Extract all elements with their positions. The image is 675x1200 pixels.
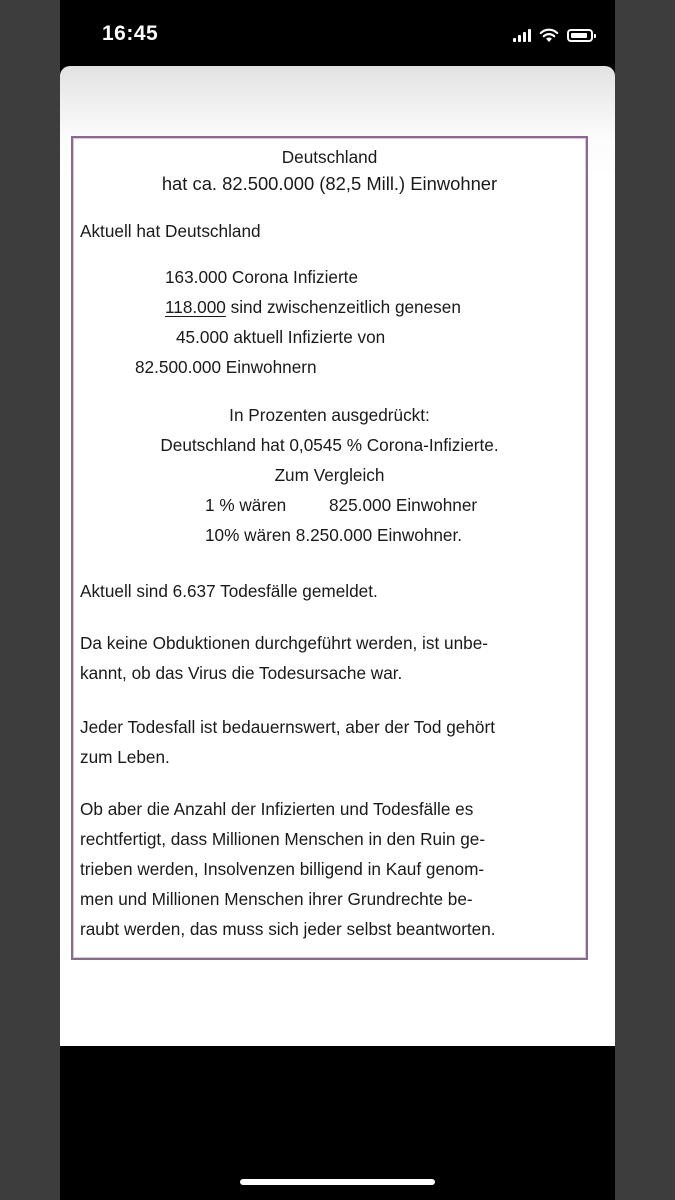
para3-line-2: rechtfertigt, dass Millionen Menschen in den Ruin ge- xyxy=(80,829,486,849)
wifi-icon xyxy=(539,28,559,43)
doc-title: Deutschland xyxy=(281,147,378,167)
stat-population: 82.500.000 Einwohnern xyxy=(135,357,317,377)
para3-line-5: raubt werden, das muss sich jeder selbst beantworten. xyxy=(80,919,496,939)
para3-line-3: trieben werden, Insolvenzen billigend in Kauf genom- xyxy=(80,859,485,879)
para3-line-1: Ob aber die Anzahl der Infizierten und Todesfälle es xyxy=(80,799,474,819)
status-bar xyxy=(60,0,615,66)
battery-icon xyxy=(567,29,593,42)
percent-heading: In Prozenten ausgedrückt: xyxy=(229,405,430,425)
status-icons xyxy=(513,25,593,45)
stat-recovered xyxy=(165,292,461,322)
stat-active: 45.000 aktuell Infizierte von xyxy=(176,327,386,347)
status-time: 16:45 xyxy=(102,22,159,45)
doc-subtitle: hat ca. 82.500.000 (82,5 Mill.) Einwohner xyxy=(161,173,498,194)
right-margin xyxy=(615,0,675,1200)
document-frame xyxy=(71,136,588,960)
deaths-text: Aktuell sind 6.637 Todesfälle gemeldet. xyxy=(80,581,378,601)
para2-line-2: zum Leben. xyxy=(80,747,170,767)
signal-icon xyxy=(513,28,531,42)
one-percent-label: 1 % wären xyxy=(205,495,287,515)
stat-infected: 163.000 Corona Infizierte xyxy=(165,267,359,287)
one-percent-value: 825.000 Einwohner xyxy=(329,495,478,515)
para1-line-2: kannt, ob das Virus die Todesursache war. xyxy=(80,663,403,683)
para2-line-1: Jeder Todesfall ist bedauernswert, aber der Tod gehört xyxy=(80,717,495,737)
percent-statement: Deutschland hat 0,0545 % Corona-Infizierte. xyxy=(160,435,499,455)
phone-screen xyxy=(60,0,615,1200)
intro-text: Aktuell hat Deutschland xyxy=(80,221,261,241)
compare-heading: Zum Vergleich xyxy=(274,465,385,485)
image-viewer-card xyxy=(60,66,615,1046)
ten-percent-line: 10% wären 8.250.000 Einwohner. xyxy=(205,525,463,545)
home-indicator[interactable] xyxy=(240,1179,435,1185)
recovered-text: sind zwischenzeitlich genesen xyxy=(225,297,461,317)
para1-line-1: Da keine Obduktionen durchgeführt werden, ist unbe- xyxy=(80,633,488,653)
recovered-value: 118.000 xyxy=(165,297,226,317)
left-margin xyxy=(0,0,60,1200)
para3-line-4: men und Millionen Menschen ihrer Grundrechte be- xyxy=(80,889,473,909)
